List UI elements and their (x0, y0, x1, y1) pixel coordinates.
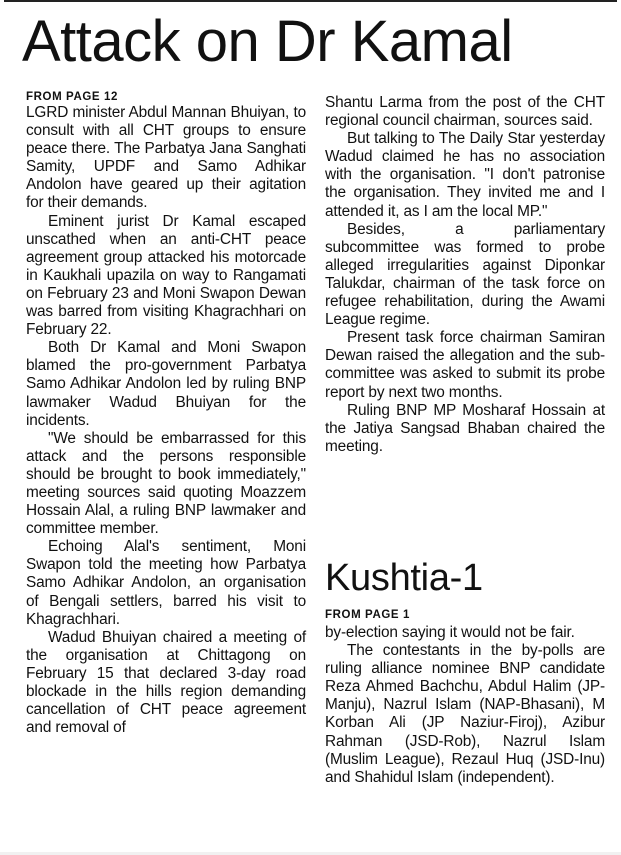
paragraph: Present task force chairman Samiran Dewan raised the allegation and the sub-committee was asked to submit its probe report by next two months. (325, 329, 605, 401)
paragraph: Echoing Alal's sentiment, Moni Swapon told the meeting how Parbatya Samo Adhikar Andolon, an organisation of Bengali settlers, barred his visit to Khagrachhari. (26, 538, 306, 628)
paragraph: "We should be embarrassed for this attack and the persons responsible should be brought to book immediately," meeting sources said quoting Moazzem Hossain Alal, a ruling BNP lawmaker and committee member. (26, 429, 306, 538)
paragraph: by-election saying it would not be fair. (325, 624, 575, 641)
paragraph: LGRD minister Abdul Mannan Bhuiyan, to consult with all CHT groups to ensure peace there. The Parbatya Jana Sanghati Samity, UPDF and Samo Adhikar Andolon have geared up their agitation for their demands. (26, 104, 306, 212)
second-article-headline: Kushtia-1 (325, 557, 483, 599)
article-kicker: FROM PAGE 12 (26, 91, 118, 103)
paragraph: Besides, a parliamentary subcommittee was formed to probe alleged irregularities against Diponkar Talukdar, chairman of the task force on refugee rehabilitation, during the Awami League regime. (325, 220, 605, 329)
paragraph: But talking to The Daily Star yesterday Wadud claimed he has no association with the organisation. "I don't patronise the organisation. They invited me and I attended it, as I am the local MP." (325, 130, 605, 220)
paragraph: Wadud Bhuiyan chaired a meeting of the organisation at Chittagong on February 15 that declared 3-day road blockade in the hills region demanding cancellation of CHT peace agreement and removal of (26, 628, 306, 737)
article-headline: Attack on Dr Kamal (22, 9, 513, 74)
paragraph: Both Dr Kamal and Moni Swapon blamed the pro-government Parbatya Samo Adhikar Andolon led by ruling BNP lawmaker Wadud Bhuiyan for the incidents. (26, 339, 306, 429)
article-column-left (26, 91, 306, 737)
paragraph: Eminent jurist Dr Kamal escaped unscathed when an anti-CHT peace agreement group attacked his motorcade in Kaukhali upazila on way to Rangamati on February 23 and Moni Swapon Dewan was barred from visiting Khagrachhari on February 22. (26, 212, 306, 339)
article-column-right (325, 94, 605, 456)
second-article-column (325, 609, 605, 787)
top-rule (4, 0, 617, 2)
paragraph: Shantu Larma from the post of the CHT regional council chairman, sources said. (325, 94, 605, 130)
paragraph: The contestants in the by-polls are ruling alliance nominee BNP candidate Reza Ahmed Bachchu, Abdul Halim (JP-Manju), Nazrul Islam (NAP-Bhasani), M Korban Ali (JP Naziur-Firoj), Azibur Rahman (JSD-Rob), Nazrul Islam (Muslim League), Rezaul Huq (JSD-Inu) and Shahidul Islam (independent). (325, 642, 605, 786)
paragraph: Ruling BNP MP Mosharaf Hossain at the Jatiya Sangsad Bhaban chaired the meeting. (325, 401, 605, 455)
second-article-kicker: FROM PAGE 1 (325, 609, 410, 621)
